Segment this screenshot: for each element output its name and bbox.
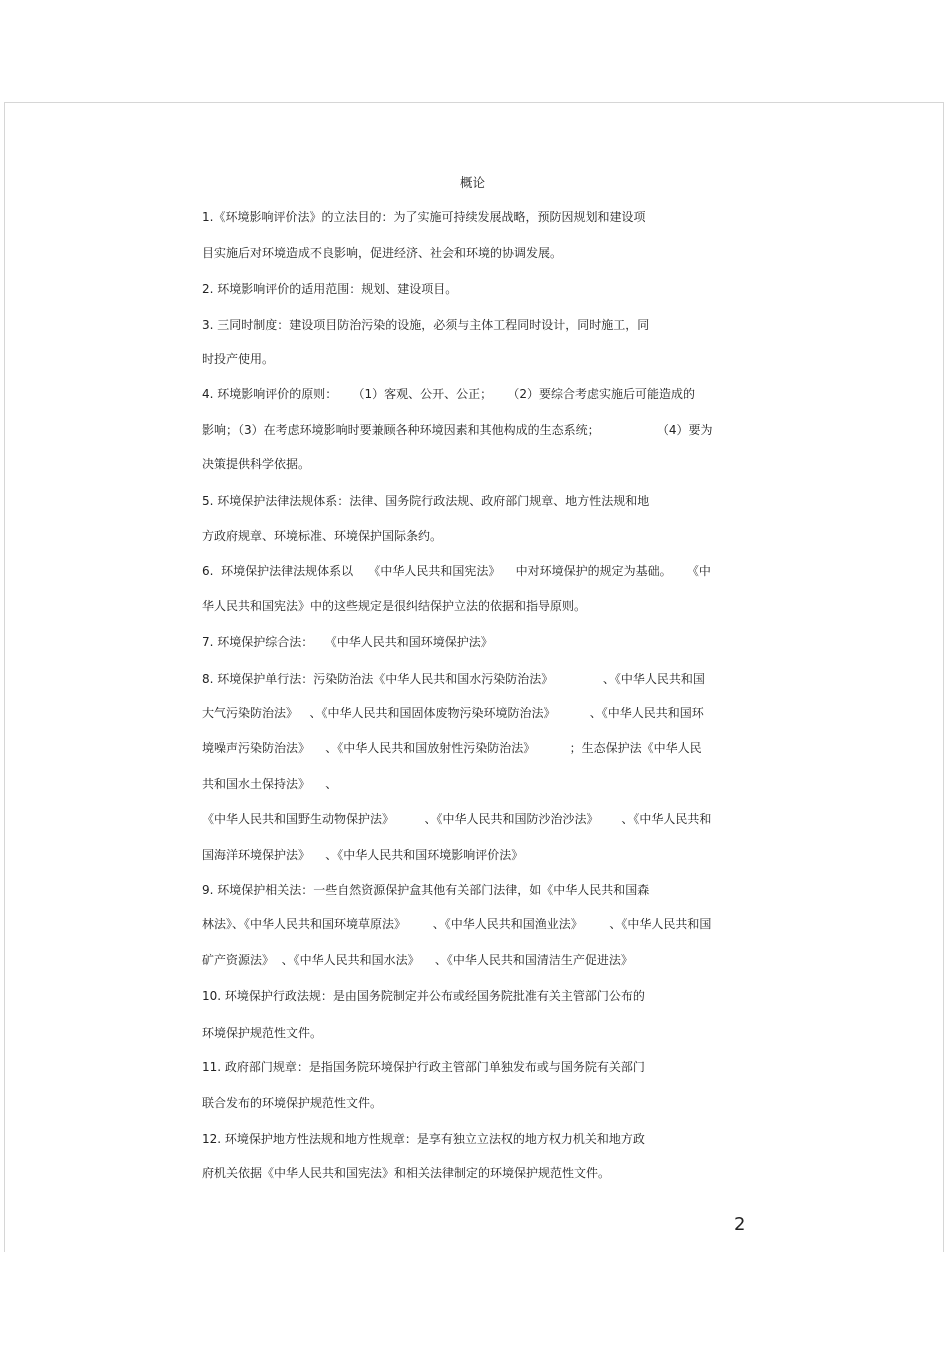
text-line: 共和国水土保持法》 、 (202, 777, 338, 791)
text-line: 11. 政府部门规章：是指国务院环境保护行政主管部门单独发布或与国务院有关部门 (202, 1060, 645, 1074)
text-line: 境噪声污染防治法》 、《中华人民共和国放射性污染防治法》 ；生态保护法《中华人民 (202, 741, 702, 755)
text-line: 10. 环境保护行政法规：是由国务院制定并公布或经国务院批准有关主管部门公布的 (202, 989, 645, 1003)
text-line: 8. 环境保护单行法：污染防治法《中华人民共和国水污染防治法》 、《中华人民共和国 (202, 672, 705, 686)
text-line: 7. 环境保护综合法： 《中华人民共和国环境保护法》 (202, 635, 493, 649)
text-line: 华人民共和国宪法》中的这些规定是很纠结保护立法的依据和指导原则。 (202, 599, 587, 613)
text-line: 矿产资源法》 、《中华人民共和国水法》 、《中华人民共和国清洁生产促进法》 (202, 953, 633, 967)
text-line: 决策提供科学依据。 (202, 457, 311, 471)
page-number: 2 (734, 1214, 746, 1235)
text-line: 2. 环境影响评价的适用范围：规划、建设项目。 (202, 282, 458, 296)
text-line: 影响；（3）在考虑环境影响时要兼顾各种环境因素和其他构成的生态系统； （4）要为 (202, 423, 713, 437)
text-line: 环境保护规范性文件。 (202, 1026, 323, 1040)
text-line: 12. 环境保护地方性法规和地方性规章：是享有独立立法权的地方权力机关和地方政 (202, 1132, 645, 1146)
text-line: 1.《环境影响评价法》的立法目的：为了实施可持续发展战略，预防因规划和建设项 (202, 210, 646, 224)
text-line: 林法》、《中华人民共和国环境草原法》 、《中华人民共和国渔业法》 、《中华人民共和国 (202, 917, 712, 931)
text-line: 3. 三同时制度：建设项目防治污染的设施，必须与主体工程同时设计，同时施工，同 (202, 318, 650, 332)
text-line: 4. 环境影响评价的原则： （1）客观、公开、公正； （2）要综合考虑实施后可能造成的 (202, 387, 696, 401)
text-line: 联合发布的环境保护规范性文件。 (202, 1096, 383, 1110)
text-line: 目实施后对环境造成不良影响，促进经济、社会和环境的协调发展。 (202, 246, 563, 260)
text-line: 9. 环境保护相关法：一些自然资源保护盒其他有关部门法律，如《中华人民共和国森 (202, 883, 650, 897)
text-line: 方政府规章、环境标准、环境保护国际条约。 (202, 529, 443, 543)
text-line: 《中华人民共和国野生动物保护法》 、《中华人民共和国防沙治沙法》 、《中华人民共和 (202, 812, 712, 826)
text-line: 时投产使用。 (202, 352, 275, 366)
page-title: 概论 (459, 175, 485, 190)
text-line: 大气污染防治法》 、《中华人民共和国固体废物污染环境防治法》 、《中华人民共和国环 (202, 706, 704, 720)
text-line: 府机关依据《中华人民共和国宪法》和相关法律制定的环境保护规范性文件。 (202, 1166, 611, 1180)
text-line: 5. 环境保护法律法规体系：法律、国务院行政法规、政府部门规章、地方性法规和地 (202, 494, 650, 508)
text-line: 国海洋环境保护法》 、《中华人民共和国环境影响评价法》 (202, 848, 524, 862)
text-line: 6. 环境保护法律法规体系以 《中华人民共和国宪法》 中对环境保护的规定为基础。 《中 (202, 564, 711, 578)
